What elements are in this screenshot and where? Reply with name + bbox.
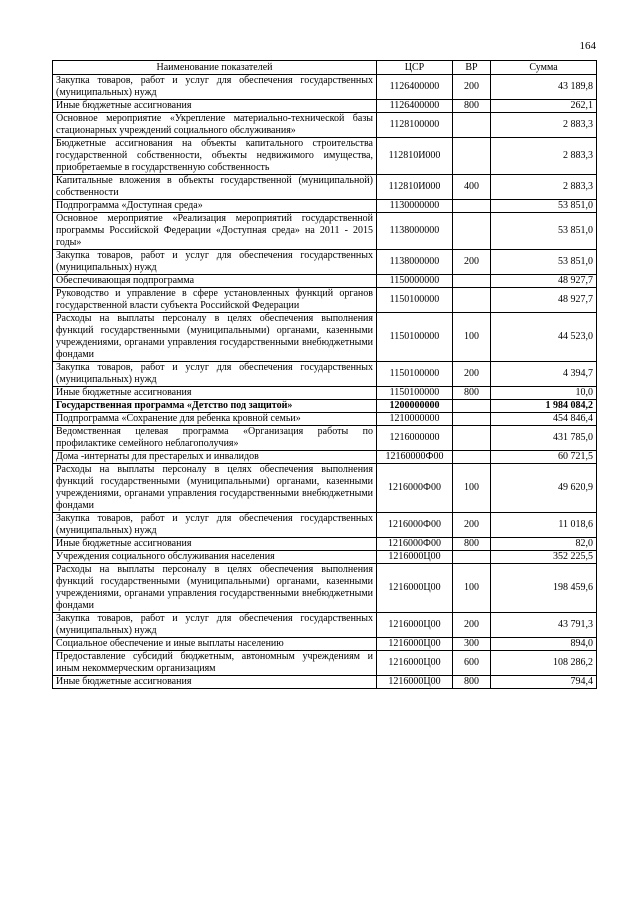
header-vr: ВР xyxy=(453,61,491,75)
row-sum: 2 883,3 xyxy=(491,138,597,175)
row-vr: 300 xyxy=(453,638,491,651)
table-row xyxy=(53,213,597,250)
table-row xyxy=(53,313,597,362)
row-vr: 200 xyxy=(453,613,491,638)
row-csr: 1216000000 xyxy=(377,426,453,451)
row-csr: 1216000Ц00 xyxy=(377,551,453,564)
table-row xyxy=(53,638,597,651)
row-sum: 11 018,6 xyxy=(491,513,597,538)
row-name: Иные бюджетные ассигнования xyxy=(53,538,377,551)
row-name: Основное мероприятие «Реализация мероприятий государственной программы Российской Федерации «Доступная среда» на 2011 - 2015 годы» xyxy=(53,213,377,250)
table-row xyxy=(53,513,597,538)
row-csr: 1216000Ц00 xyxy=(377,564,453,613)
table-header-row xyxy=(53,61,597,75)
row-name: Расходы на выплаты персоналу в целях обеспечения выполнения функций государственными (муниципальными) органами, казенными учреждениями, органами управления государственными внебюджетными фондами xyxy=(53,313,377,362)
row-vr xyxy=(453,413,491,426)
row-name: Основное мероприятие «Укрепление материально-технической базы стационарных учреждений социального обслуживания» xyxy=(53,113,377,138)
row-vr xyxy=(453,200,491,213)
table-row xyxy=(53,400,597,413)
row-sum: 2 883,3 xyxy=(491,175,597,200)
table-row xyxy=(53,75,597,100)
row-name: Предоставление субсидий бюджетным, автономным учреждениям и иным некоммерческим организациям xyxy=(53,651,377,676)
row-sum: 431 785,0 xyxy=(491,426,597,451)
row-vr xyxy=(453,113,491,138)
row-vr: 800 xyxy=(453,676,491,689)
row-vr: 200 xyxy=(453,250,491,275)
row-csr: 1126400000 xyxy=(377,100,453,113)
row-sum: 53 851,0 xyxy=(491,250,597,275)
row-sum: 2 883,3 xyxy=(491,113,597,138)
table-row xyxy=(53,275,597,288)
header-name: Наименование показателей xyxy=(53,61,377,75)
row-csr: 1216000Ф00 xyxy=(377,464,453,513)
row-vr: 200 xyxy=(453,513,491,538)
row-vr: 200 xyxy=(453,362,491,387)
table-row xyxy=(53,387,597,400)
row-name: Руководство и управление в сфере установленных функций органов государственной власти субъекта Российской Федерации xyxy=(53,288,377,313)
row-name: Закупка товаров, работ и услуг для обеспечения государственных (муниципальных) нужд xyxy=(53,75,377,100)
row-vr: 100 xyxy=(453,313,491,362)
row-name: Подпрограмма «Сохранение для ребенка кровной семьи» xyxy=(53,413,377,426)
row-name: Закупка товаров, работ и услуг для обеспечения государственных (муниципальных) нужд xyxy=(53,250,377,275)
row-name: Иные бюджетные ассигнования xyxy=(53,100,377,113)
row-sum: 454 846,4 xyxy=(491,413,597,426)
row-name: Расходы на выплаты персоналу в целях обеспечения выполнения функций государственными (муниципальными) органами, казенными учреждениями, органами управления государственными внебюджетными фондами xyxy=(53,564,377,613)
table-row xyxy=(53,113,597,138)
row-sum: 352 225,5 xyxy=(491,551,597,564)
row-name: Государственная программа «Детство под защитой» xyxy=(53,400,377,413)
table-row xyxy=(53,564,597,613)
row-vr xyxy=(453,451,491,464)
row-vr: 800 xyxy=(453,100,491,113)
table-row xyxy=(53,100,597,113)
row-vr xyxy=(453,213,491,250)
row-sum: 60 721,5 xyxy=(491,451,597,464)
row-sum: 43 791,3 xyxy=(491,613,597,638)
row-sum: 198 459,6 xyxy=(491,564,597,613)
row-csr: 1126400000 xyxy=(377,75,453,100)
row-name: Иные бюджетные ассигнования xyxy=(53,676,377,689)
row-sum: 49 620,9 xyxy=(491,464,597,513)
row-name: Учреждения социального обслуживания населения xyxy=(53,551,377,564)
row-csr: 112810И000 xyxy=(377,175,453,200)
table-row xyxy=(53,551,597,564)
row-csr: 1138000000 xyxy=(377,250,453,275)
row-name: Закупка товаров, работ и услуг для обеспечения государственных (муниципальных) нужд xyxy=(53,362,377,387)
row-sum: 794,4 xyxy=(491,676,597,689)
row-name: Иные бюджетные ассигнования xyxy=(53,387,377,400)
table-row xyxy=(53,138,597,175)
row-csr: 1216000Ц00 xyxy=(377,676,453,689)
row-name: Закупка товаров, работ и услуг для обеспечения государственных (муниципальных) нужд xyxy=(53,513,377,538)
table-row xyxy=(53,538,597,551)
row-csr: 1216000Ц00 xyxy=(377,613,453,638)
row-csr: 1216000Ц00 xyxy=(377,638,453,651)
row-name: Ведомственная целевая программа «Организация работы по профилактике семейного неблагополучия» xyxy=(53,426,377,451)
row-csr: 1150100000 xyxy=(377,288,453,313)
row-vr: 100 xyxy=(453,464,491,513)
row-csr: 1138000000 xyxy=(377,213,453,250)
table-row xyxy=(53,413,597,426)
table-row xyxy=(53,676,597,689)
row-sum: 1 984 084,2 xyxy=(491,400,597,413)
row-name: Закупка товаров, работ и услуг для обеспечения государственных (муниципальных) нужд xyxy=(53,613,377,638)
table-row xyxy=(53,288,597,313)
row-sum: 108 286,2 xyxy=(491,651,597,676)
row-sum: 48 927,7 xyxy=(491,275,597,288)
table-row xyxy=(53,175,597,200)
row-vr xyxy=(453,426,491,451)
row-vr: 400 xyxy=(453,175,491,200)
row-csr: 1216000Ц00 xyxy=(377,651,453,676)
row-vr xyxy=(453,138,491,175)
page-number: 164 xyxy=(579,40,596,52)
row-vr xyxy=(453,400,491,413)
row-sum: 53 851,0 xyxy=(491,213,597,250)
table-row xyxy=(53,362,597,387)
row-csr: 1128100000 xyxy=(377,113,453,138)
row-csr: 1150100000 xyxy=(377,313,453,362)
row-name: Дома -интернаты для престарелых и инвалидов xyxy=(53,451,377,464)
row-sum: 43 189,8 xyxy=(491,75,597,100)
row-vr xyxy=(453,275,491,288)
row-sum: 894,0 xyxy=(491,638,597,651)
table-row xyxy=(53,250,597,275)
table-row xyxy=(53,200,597,213)
row-name: Бюджетные ассигнования на объекты капитального строительства государственной собственности, объекты недвижимого имущества, приобретаемые в государственную собственность xyxy=(53,138,377,175)
row-sum: 82,0 xyxy=(491,538,597,551)
row-name: Подпрограмма «Доступная среда» xyxy=(53,200,377,213)
row-csr: 1150100000 xyxy=(377,362,453,387)
table-row xyxy=(53,613,597,638)
row-csr: 1150100000 xyxy=(377,387,453,400)
row-sum: 4 394,7 xyxy=(491,362,597,387)
row-csr: 112810И000 xyxy=(377,138,453,175)
row-csr: 1150000000 xyxy=(377,275,453,288)
header-csr: ЦСР xyxy=(377,61,453,75)
row-vr: 800 xyxy=(453,538,491,551)
row-vr xyxy=(453,551,491,564)
row-vr: 800 xyxy=(453,387,491,400)
row-sum: 262,1 xyxy=(491,100,597,113)
row-csr: 1210000000 xyxy=(377,413,453,426)
row-csr: 1200000000 xyxy=(377,400,453,413)
row-name: Обеспечивающая подпрограмма xyxy=(53,275,377,288)
table-row xyxy=(53,651,597,676)
row-csr: 1216000Ф00 xyxy=(377,513,453,538)
row-vr: 200 xyxy=(453,75,491,100)
row-vr: 100 xyxy=(453,564,491,613)
table-row xyxy=(53,451,597,464)
row-name: Социальное обеспечение и иные выплаты населению xyxy=(53,638,377,651)
budget-table xyxy=(52,60,597,689)
row-sum: 48 927,7 xyxy=(491,288,597,313)
row-sum: 44 523,0 xyxy=(491,313,597,362)
row-csr: 12160000Ф00 xyxy=(377,451,453,464)
row-sum: 10,0 xyxy=(491,387,597,400)
row-vr: 600 xyxy=(453,651,491,676)
row-csr: 1216000Ф00 xyxy=(377,538,453,551)
row-csr: 1130000000 xyxy=(377,200,453,213)
row-sum: 53 851,0 xyxy=(491,200,597,213)
row-name: Капитальные вложения в объекты государственной (муниципальной) собственности xyxy=(53,175,377,200)
table-row xyxy=(53,426,597,451)
table-row xyxy=(53,464,597,513)
row-name: Расходы на выплаты персоналу в целях обеспечения выполнения функций государственными (муниципальными) органами, казенными учреждениями, органами управления государственными внебюджетными фондами xyxy=(53,464,377,513)
row-vr xyxy=(453,288,491,313)
header-sum: Сумма xyxy=(491,61,597,75)
